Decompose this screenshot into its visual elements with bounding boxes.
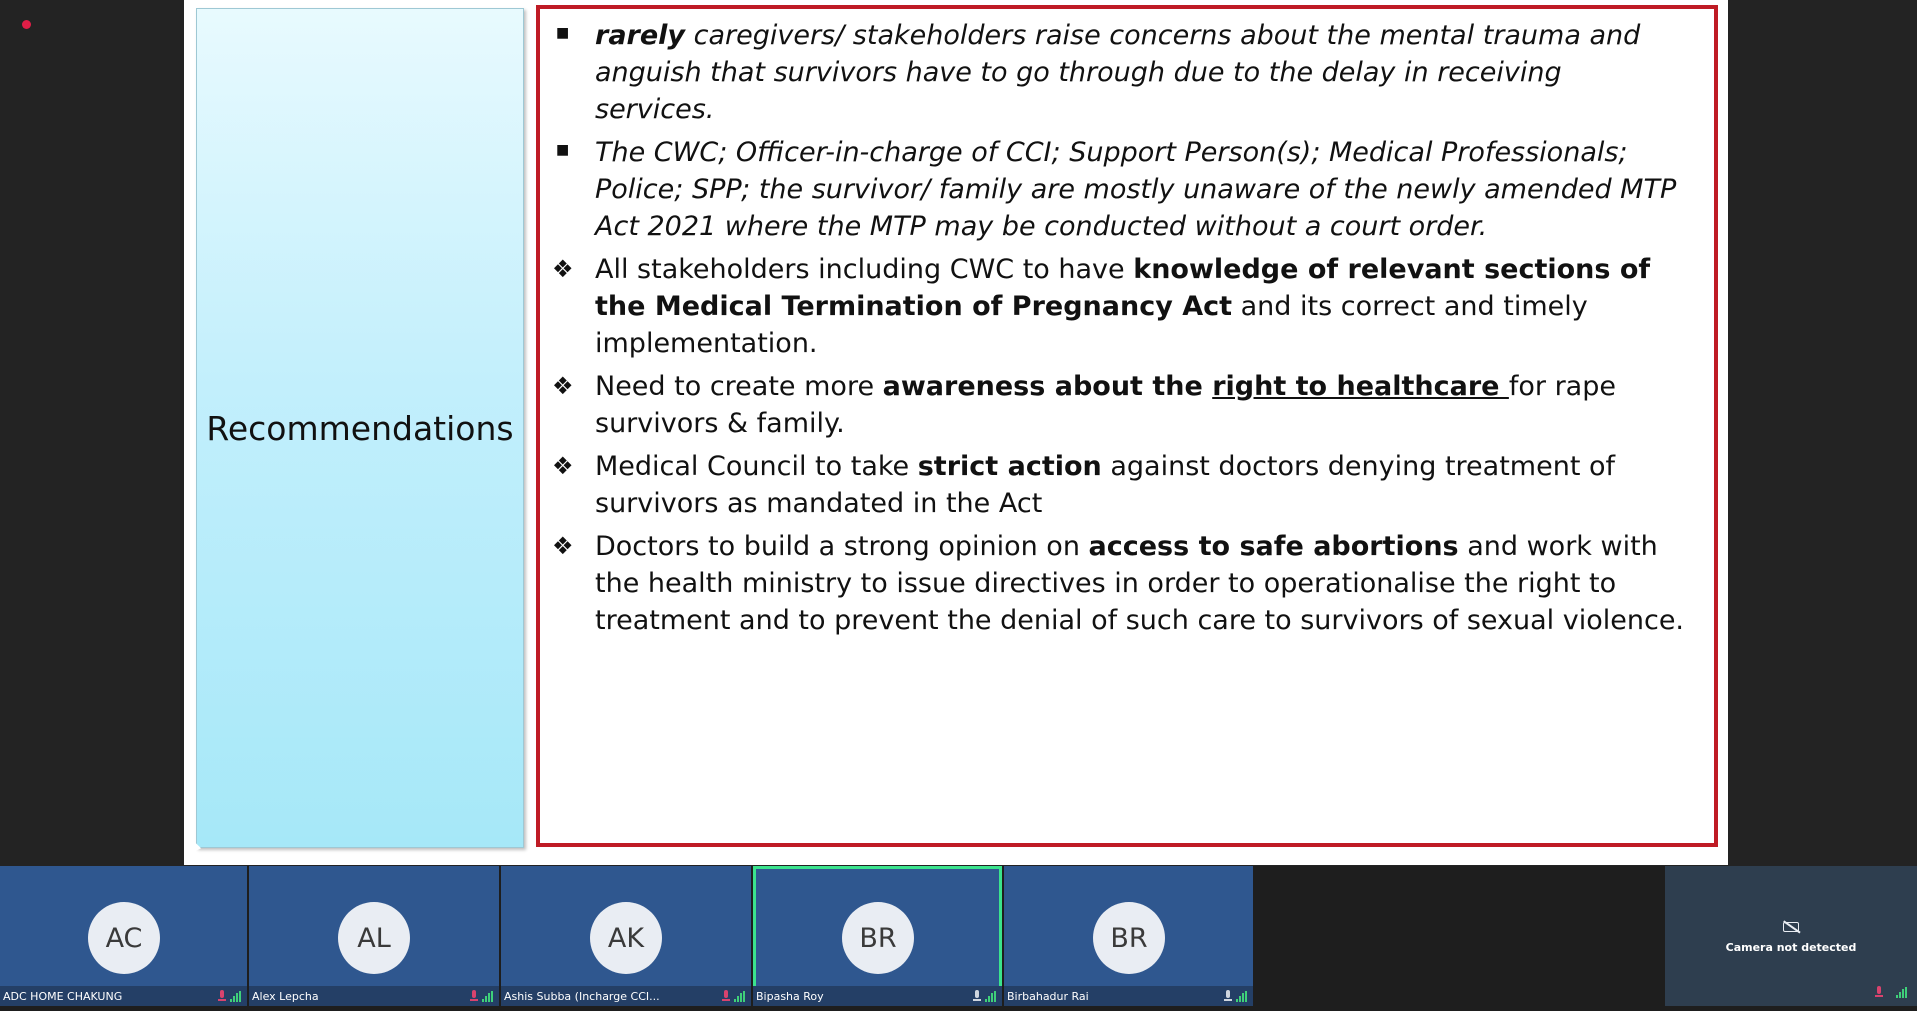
recommendation-text: and work with the health ministry to issue directives in order to operationalise the right to treatment and to prevent the denial of such care to survivors of sexual violence. xyxy=(595,531,1685,636)
participant-name: Birbahadur Rai xyxy=(1007,989,1089,1003)
square-bullet-icon: ■ xyxy=(556,142,570,158)
recommendation-text: awareness about the xyxy=(882,371,1213,402)
participant-name-bar xyxy=(1004,986,1253,1006)
recommendation-text: rarely xyxy=(595,20,686,51)
diamond-bullet-icon: ❖ xyxy=(552,372,574,400)
diamond-bullet-icon: ❖ xyxy=(552,532,574,560)
participant-name-bar xyxy=(501,986,751,1006)
recommendation-item xyxy=(540,134,1686,245)
participant-name: Alex Lepcha xyxy=(252,989,319,1003)
camera-off-icon xyxy=(1783,922,1799,932)
diamond-bullet-icon: ❖ xyxy=(552,452,574,480)
recommendation-text: right to healthcare xyxy=(1212,371,1509,402)
recommendation-list xyxy=(540,9,1714,639)
slide-side-title: Recommendations xyxy=(206,408,514,448)
signal-icon xyxy=(985,991,996,1002)
participant-name: Ashis Subba (Incharge CCI... xyxy=(504,989,660,1003)
participant-tile[interactable] xyxy=(501,866,751,1006)
avatar: AL xyxy=(338,902,410,974)
recommendation-text: knowledge of relevant sections of the Medical Termination of Pregnancy Act xyxy=(595,254,1651,322)
participant-name-bar xyxy=(0,986,247,1006)
self-view-tile[interactable] xyxy=(1665,866,1917,1006)
shared-slide xyxy=(184,0,1728,865)
signal-icon xyxy=(482,991,493,1002)
recommendation-text: strict action xyxy=(917,451,1102,482)
recommendation-text: and its correct and timely implementation. xyxy=(595,291,1588,359)
participant-name-bar xyxy=(753,986,1002,1006)
participant-tile[interactable] xyxy=(1004,866,1253,1006)
camera-status-text: Camera not detected xyxy=(1725,941,1857,954)
mic-muted-icon xyxy=(218,990,226,1002)
recording-indicator xyxy=(22,20,31,29)
diamond-bullet-icon: ❖ xyxy=(552,255,574,283)
slide-side-panel xyxy=(196,8,524,848)
participant-tile[interactable] xyxy=(249,866,499,1006)
recommendation-text: Medical Council to take xyxy=(595,451,918,482)
participant-name: Bipasha Roy xyxy=(756,989,824,1003)
participant-name: ADC HOME CHAKUNG xyxy=(3,989,123,1003)
recommendation-text: against doctors denying treatment of survivors as mandated in the Act xyxy=(595,451,1616,519)
signal-icon xyxy=(1236,991,1247,1002)
participant-tile[interactable] xyxy=(753,866,1002,1006)
signal-icon xyxy=(1896,987,1907,998)
avatar: AC xyxy=(88,902,160,974)
signal-icon xyxy=(734,991,745,1002)
participant-tile[interactable] xyxy=(0,866,247,1006)
mic-icon xyxy=(973,990,981,1002)
slide-content-box xyxy=(536,5,1718,847)
recommendation-text: for rape survivors & family. xyxy=(595,371,1616,439)
recommendation-item xyxy=(540,368,1686,442)
participant-name-bar xyxy=(249,986,499,1006)
recommendation-item xyxy=(540,528,1686,639)
recommendation-text: access to safe abortions xyxy=(1088,531,1459,562)
avatar: BR xyxy=(1093,902,1165,974)
avatar: BR xyxy=(842,902,914,974)
recommendation-text: caregivers/ stakeholders raise concerns about the mental trauma and anguish that survivors have to go through due to the delay in receiving services. xyxy=(595,20,1641,125)
square-bullet-icon: ■ xyxy=(556,25,570,41)
recommendation-item xyxy=(540,448,1686,522)
mic-muted-icon xyxy=(722,990,730,1002)
mic-muted-icon xyxy=(1875,986,1883,998)
recommendation-text: All stakeholders including CWC to have xyxy=(595,254,1134,285)
recommendation-item xyxy=(540,17,1686,128)
signal-icon xyxy=(230,991,241,1002)
recommendation-item xyxy=(540,251,1686,362)
recommendation-text: The CWC; Officer-in-charge of CCI; Support Person(s); Medical Professionals; Police; SPP; the survivor/ family are mostly unaware of the newly amended MTP Act 2021 where the MTP may be conducted without a court order. xyxy=(595,137,1677,242)
mic-icon xyxy=(1224,990,1232,1002)
recommendation-text: Doctors to build a strong opinion on xyxy=(595,531,1089,562)
mic-muted-icon xyxy=(470,990,478,1002)
recommendation-text: Need to create more xyxy=(595,371,883,402)
avatar: AK xyxy=(590,902,662,974)
